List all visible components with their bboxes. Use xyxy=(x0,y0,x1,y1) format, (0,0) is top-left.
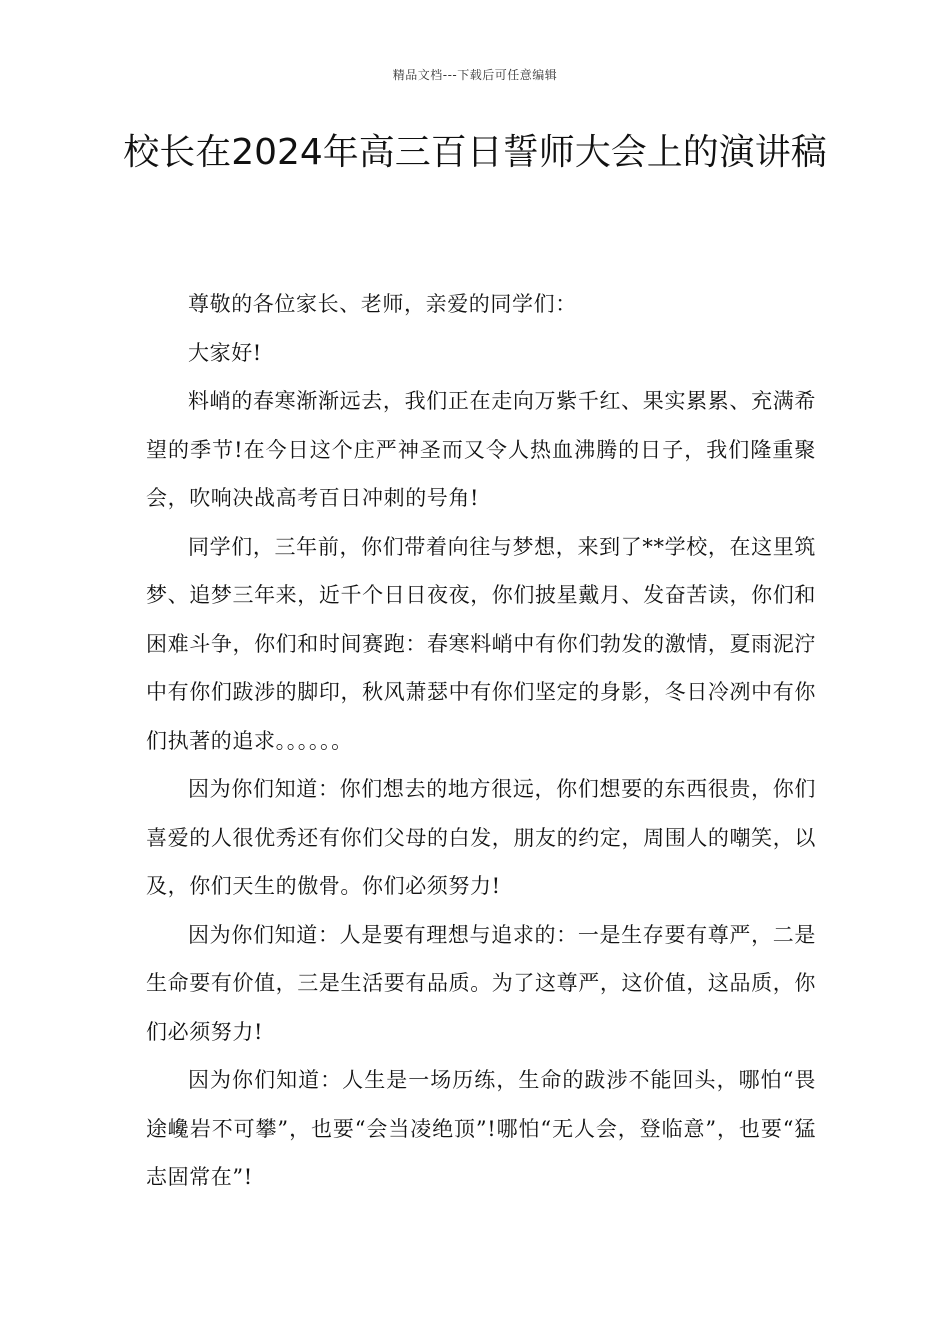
paragraph-greeting: 大家好! xyxy=(188,340,262,365)
paragraph: 同学们，三年前，你们带着向往与梦想，来到了**学校，在这里筑梦、追梦三年来，近千个日日夜夜，你们披星戴月、发奋苦读，你们和困难斗争，你们和时间赛跑：春寒料峭中有你们勃发的激情，夏雨泥泞中有你们跋涉的脚印，秋风萧瑟中有你们坚定的身影，冬日冷冽中有你们执著的追求。。。。。。 xyxy=(146,534,816,753)
paragraph: 因为你们知道：你们想去的地方很远，你们想要的东西很贵，你们喜爱的人很优秀还有你们父母的白发，朋友的约定，周围人的嘲笑，以及，你们天生的傲骨。你们必须努力! xyxy=(146,777,816,898)
paragraph: 因为你们知道：人是要有理想与追求的：一是生存要有尊严，二是生命要有价值，三是生活要有品质。为了这尊严，这价值，这品质，你们必须努力! xyxy=(146,922,816,1044)
paragraph-salutation: 尊敬的各位家长、老师，亲爱的同学们： xyxy=(188,292,577,316)
page-title: 校长在2024年高三百日誓师大会上的演讲稿 xyxy=(123,132,827,173)
paragraph: 料峭的春寒渐渐远去，我们正在走向万紫千红、果实累累、充满希望的季节!在今日这个庄严神圣而又令人热血沸腾的日子，我们隆重聚会，吹响决战高考百日冲刺的号角! xyxy=(146,389,816,510)
paragraph: 因为你们知道：人生是一场历练，生命的跋涉不能回头，哪怕“畏途巉岩不可攀”，也要“会当凌绝顶”!哪怕“无人会，登临意”，也要“猛志固常在”! xyxy=(146,1068,816,1189)
document-body xyxy=(146,280,816,1202)
header-note: 精品文档---下载后可任意编辑 xyxy=(392,68,558,82)
